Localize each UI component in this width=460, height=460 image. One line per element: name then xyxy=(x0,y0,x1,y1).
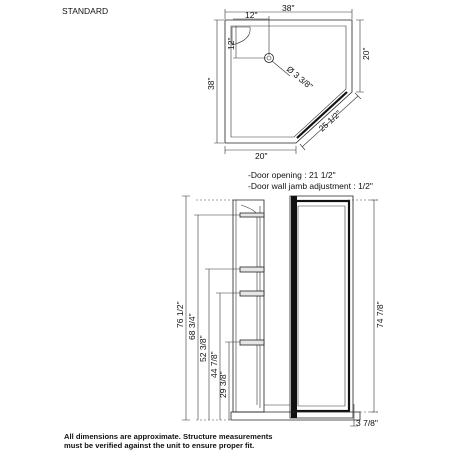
dim-diagonal: 25 1/2" xyxy=(316,108,344,134)
dim-total-height: 76 1/2" xyxy=(175,301,185,328)
dim-bottom-width: 20" xyxy=(255,151,268,161)
dim-right-height: 20" xyxy=(361,47,371,60)
dim-threshold: 3 7/8" xyxy=(356,418,378,428)
dim-shelf-3: 52 3/8" xyxy=(198,335,208,362)
dim-top-width: 38" xyxy=(282,3,295,13)
plan-view xyxy=(206,3,371,161)
shelf-1 xyxy=(240,340,264,345)
dim-door-height: 74 7/8" xyxy=(375,301,385,328)
door-frame xyxy=(290,196,353,418)
shelf-2 xyxy=(240,291,264,296)
dim-shelf-1: 29 3/8" xyxy=(218,371,228,398)
note-jamb-adjustment: -Door wall jamb adjustment : 1/2" xyxy=(248,181,373,191)
disclaimer xyxy=(64,432,364,450)
door-panel xyxy=(294,201,349,411)
dim-shelf-2: 44 7/8" xyxy=(209,351,219,378)
shelf-3 xyxy=(240,267,264,272)
note-door-opening: -Door opening : 21 1/2" xyxy=(248,170,336,180)
dim-shelf-4: 68 3/4" xyxy=(187,313,197,340)
drawing-title: STANDARD xyxy=(62,6,109,16)
dim-top-offset: 12" xyxy=(245,10,258,20)
elevation-view xyxy=(175,196,385,428)
disclaimer-line-2: must be verified against the unit to ensure proper fit. xyxy=(64,441,255,450)
disclaimer-line-1: All dimensions are approximate. Structure measurements xyxy=(64,432,273,441)
dim-left-offset: 12" xyxy=(226,37,236,50)
wall-panel xyxy=(233,200,264,412)
shelf-4 xyxy=(240,213,264,217)
dim-left-height: 38" xyxy=(206,77,216,90)
drain-diameter-label: Ø 3 3/8" xyxy=(284,63,315,92)
